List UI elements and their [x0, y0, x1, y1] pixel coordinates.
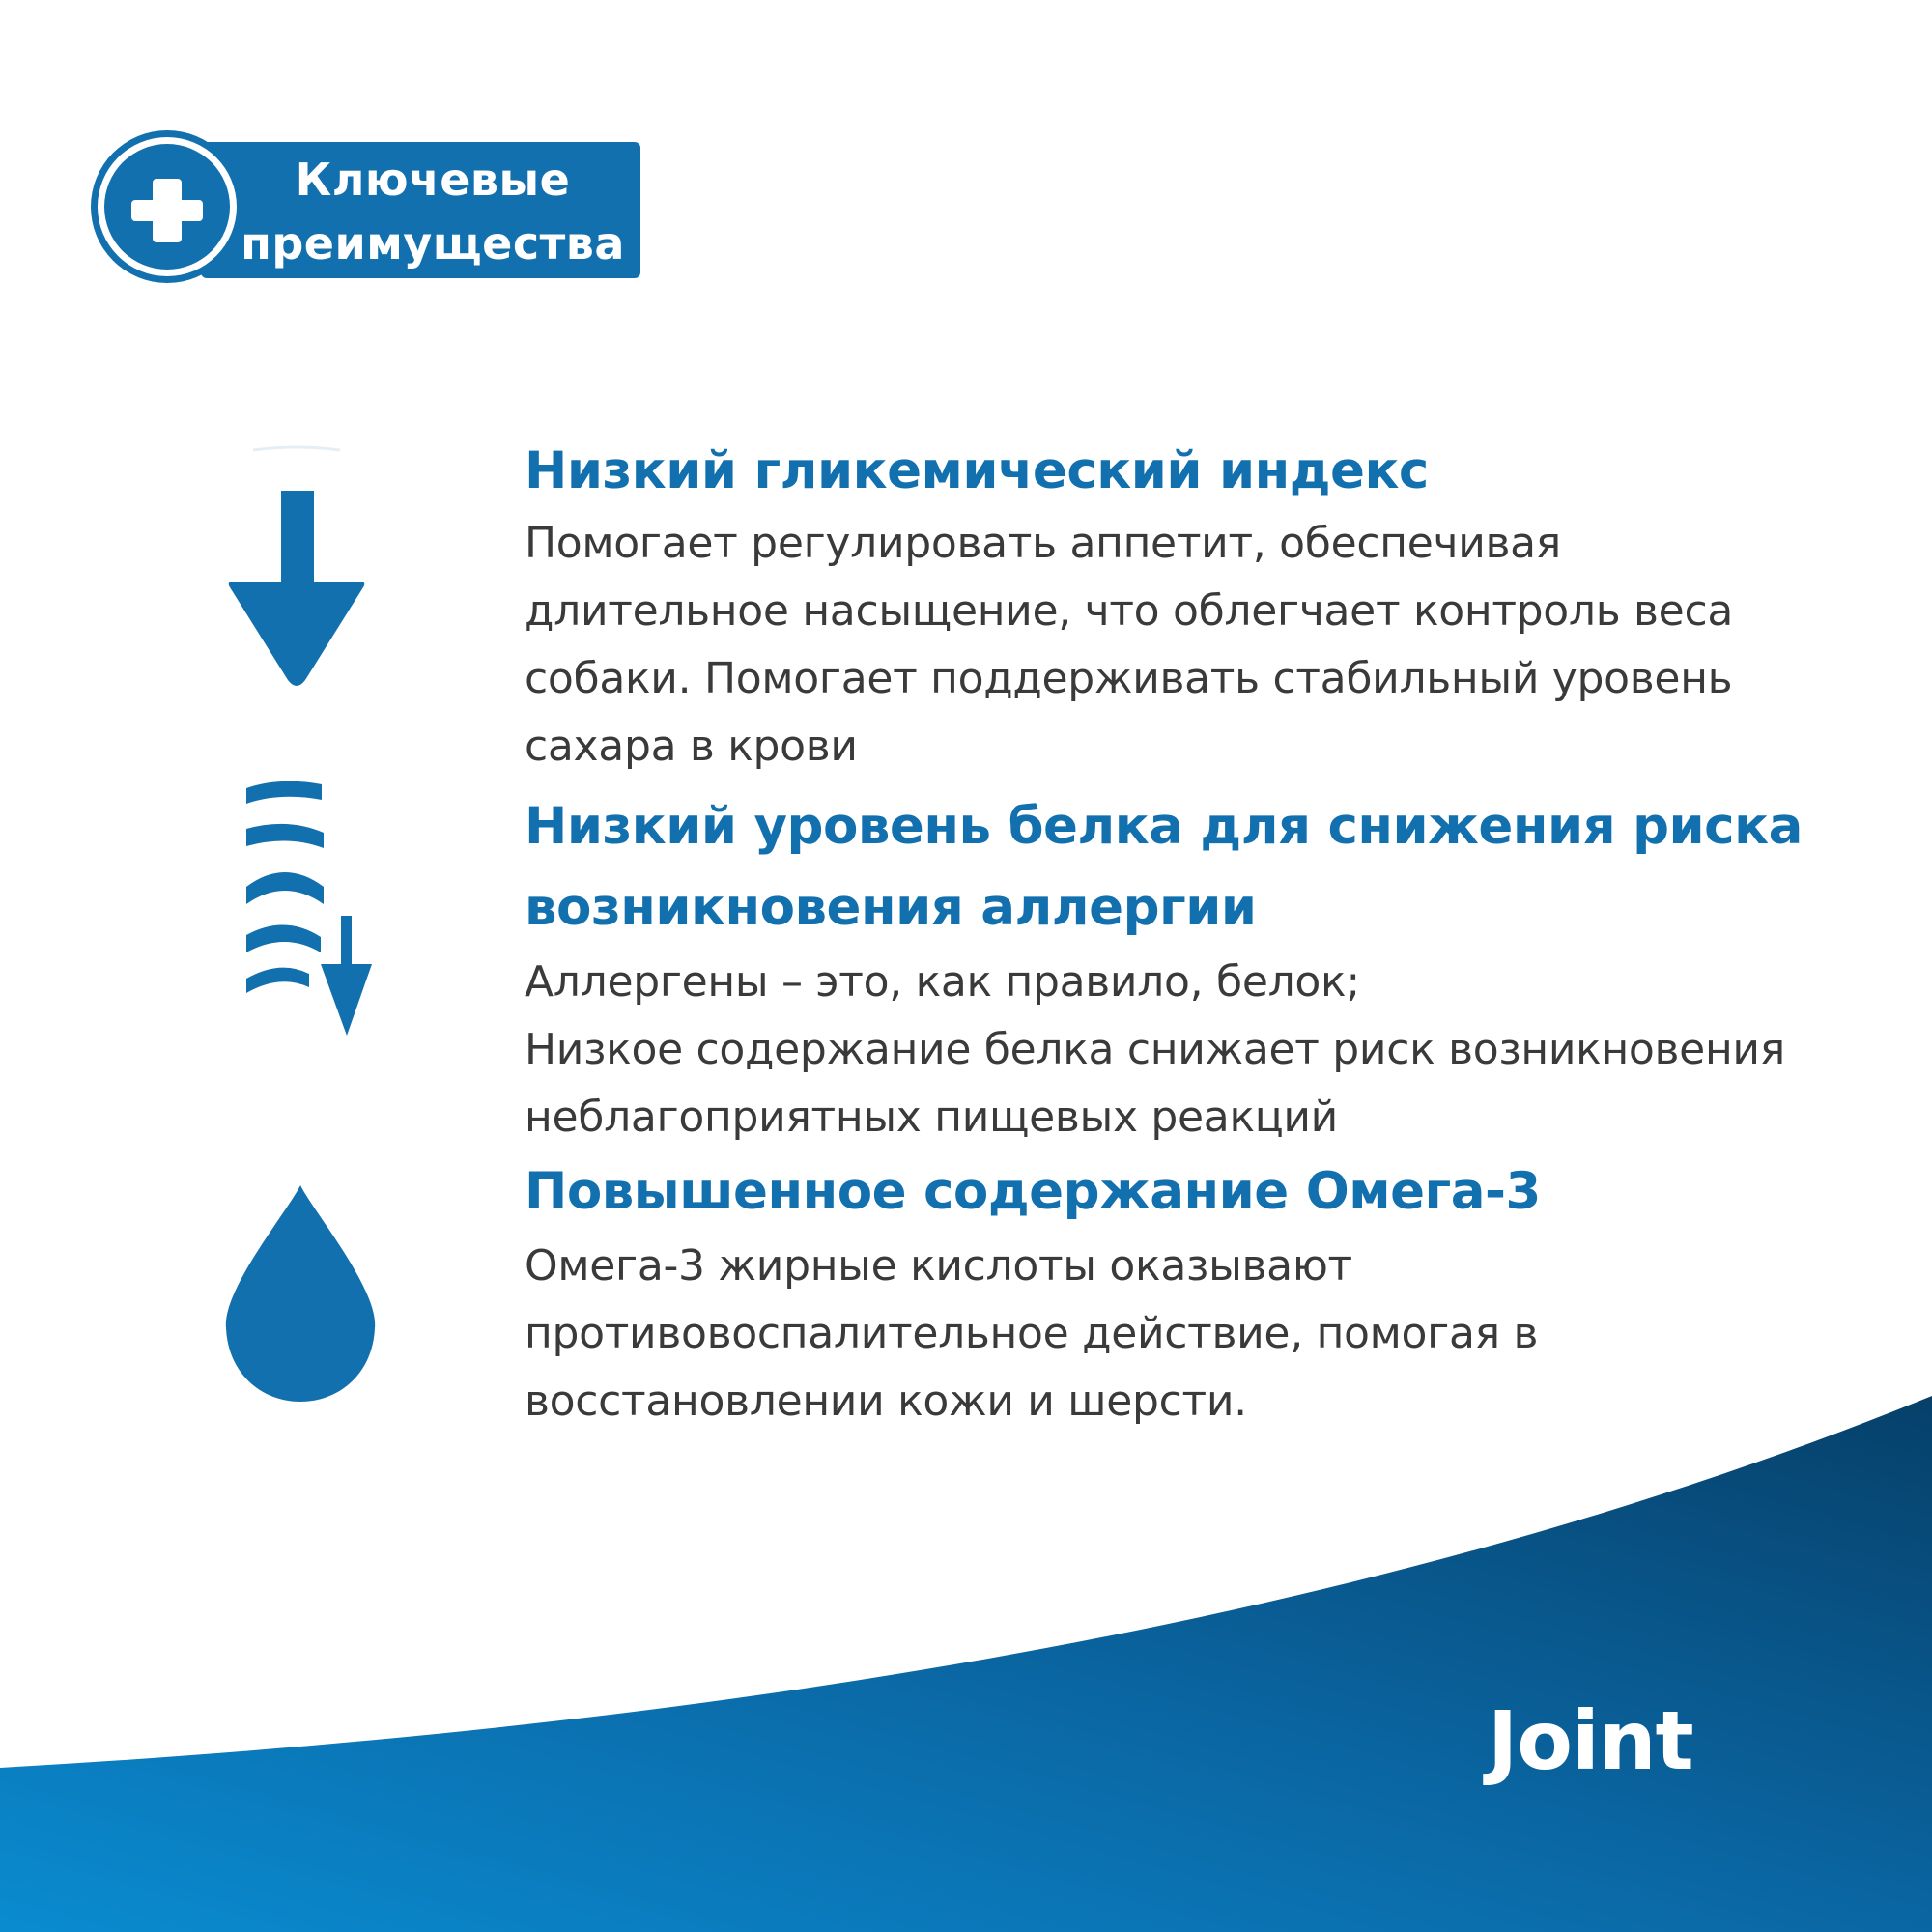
features-list: [525, 433, 1916, 1435]
feature-line: неблагоприятных пищевых реакций: [525, 1093, 1338, 1142]
feature-omega-3: [525, 1151, 1916, 1435]
down-arrow-icon: [224, 444, 369, 691]
badge-circle: [104, 144, 230, 270]
feature-title: Низкий уровень белка для снижения риска возникновения аллергии: [525, 797, 1803, 937]
feature-title: Повышенное содержание Омега-3: [525, 1162, 1541, 1221]
feature-line: сахара в крови: [525, 722, 858, 771]
feature-line: противовоспалительное действие, помогая в: [525, 1309, 1539, 1358]
feature-title: Низкий гликемический индекс: [525, 441, 1429, 500]
feature-line: Низкое содержание белка снижает риск возникновения: [525, 1025, 1785, 1074]
feature-description: [525, 1233, 1916, 1435]
badge-title-line-1: Ключевые: [295, 154, 571, 206]
feature-line: восстановлении кожи и шерсти.: [525, 1377, 1247, 1426]
feature-description: [525, 949, 1916, 1151]
water-drop-icon: [222, 1183, 379, 1404]
feature-line: Помогает регулировать аппетит, обеспечивая: [525, 519, 1561, 568]
badge-title-line-2: преимущества: [241, 217, 625, 270]
feature-line: Аллергены – это, как правило, белок;: [525, 957, 1360, 1007]
feature-low-protein: [525, 786, 1916, 1151]
key-benefits-badge: [104, 140, 642, 280]
feature-low-glycemic: [525, 433, 1916, 781]
feature-line: собаки. Помогает поддерживать стабильный уровень: [525, 654, 1733, 703]
feature-description: [525, 510, 1916, 781]
plus-icon: [131, 175, 203, 246]
feature-line: длительное насыщение, что облегчает контроль веса: [525, 586, 1734, 636]
brand-logo-text: Joint: [1488, 1693, 1693, 1788]
feature-line: Омега-3 жирные кислоты оказывают: [525, 1241, 1352, 1291]
protein-helix-down-icon: [242, 781, 386, 1037]
badge-title: [230, 148, 636, 275]
